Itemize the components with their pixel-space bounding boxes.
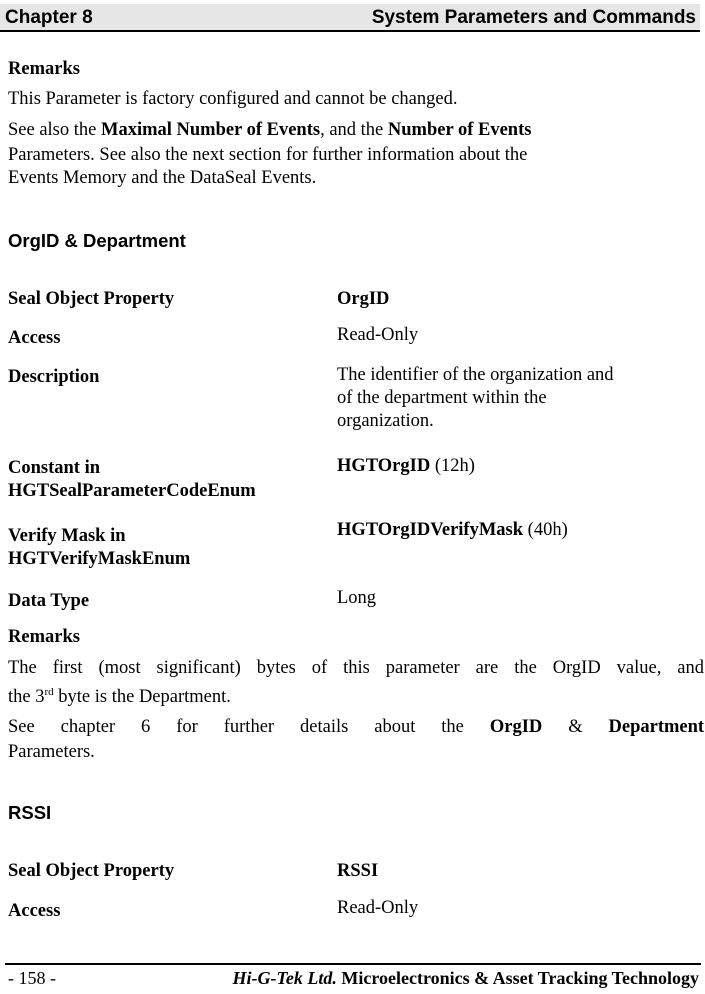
access-label: Access [8,328,61,348]
section-heading-rssi: RSSI [8,802,52,823]
see-also-line-2: Parameters. See also the next section for further information about the [8,145,528,165]
word: & [568,717,583,737]
word: chapter [60,717,116,737]
data-type-value: Long [337,588,377,608]
constant-label-line: HGTSealParameterCodeEnum [8,481,256,501]
verify-mask-value [337,519,568,542]
verify-mask-name: HGTOrgIDVerifyMask [337,520,524,540]
constant-name: HGTOrgID [337,456,431,476]
chapter-label: Chapter 8 [5,7,93,28]
company-name: Hi-G-Tek Ltd. [232,968,337,988]
remarks-heading-orgid: Remarks [8,627,80,647]
page-header [0,4,700,32]
word: See [8,717,35,737]
access-value: Read-Only [337,325,419,345]
remark-text: the 3 [8,687,45,708]
see-also-prefix: See also the [8,120,101,140]
footer-rule [5,963,701,965]
see-also-line [8,119,531,141]
remark-text: byte is the Department. [53,687,231,708]
word: about [374,717,416,737]
property-label: Seal Object Property [8,861,175,881]
access-value: Read-Only [337,898,419,918]
constant-value [337,455,475,478]
verify-mask-label-line: HGTVerifyMaskEnum [8,549,191,569]
word: 6 [141,717,151,737]
company-tagline: Microelectronics & Asset Tracking Technology [336,968,699,988]
remarks-text: This Parameter is factory configured and cannot be changed. [8,89,458,109]
verify-mask-label [8,525,190,571]
footer-company [233,968,699,989]
see-also-bold-1: Maximal Number of Events [101,120,321,140]
property-value: OrgID [337,289,390,309]
remarks-heading: Remarks [8,59,80,79]
word: for [176,717,198,737]
page-number: - 158 - [8,968,56,988]
description-line: organization. [337,411,434,431]
remark-line-2 [8,681,231,708]
description-label: Description [8,367,100,387]
property-label: Seal Object Property [8,289,175,309]
description-value [337,364,614,433]
constant-label-line: Constant in [8,458,101,478]
description-line: The identifier of the organization and [337,365,614,385]
chapter-title: System Parameters and Commands [371,7,696,28]
data-type-label: Data Type [8,591,90,611]
ordinal-suffix: rd [44,686,54,698]
remark-line-1: The first (most significant) bytes of this parameter are the OrgID value, and [8,658,704,678]
verify-mask-label-line: Verify Mask in [8,526,126,546]
word-bold: Department [608,717,705,737]
remark-line-4: Parameters. [8,742,95,762]
word: details [300,717,349,737]
word: the [441,717,464,737]
property-value: RSSI [337,861,379,881]
constant-label [8,457,256,503]
see-also-mid: , and the [320,120,388,140]
verify-mask-code: (40h) [523,520,568,540]
remark-line-3 [8,716,704,738]
word-bold: OrgID [489,717,543,737]
see-also-bold-2: Number of Events [387,120,532,140]
section-heading-orgid: OrgID & Department [8,230,186,251]
description-line: of the department within the [337,388,547,408]
access-label: Access [8,901,61,921]
constant-code: (12h) [430,456,475,476]
word: further [223,717,275,737]
see-also-line-3: Events Memory and the DataSeal Events. [8,168,317,188]
